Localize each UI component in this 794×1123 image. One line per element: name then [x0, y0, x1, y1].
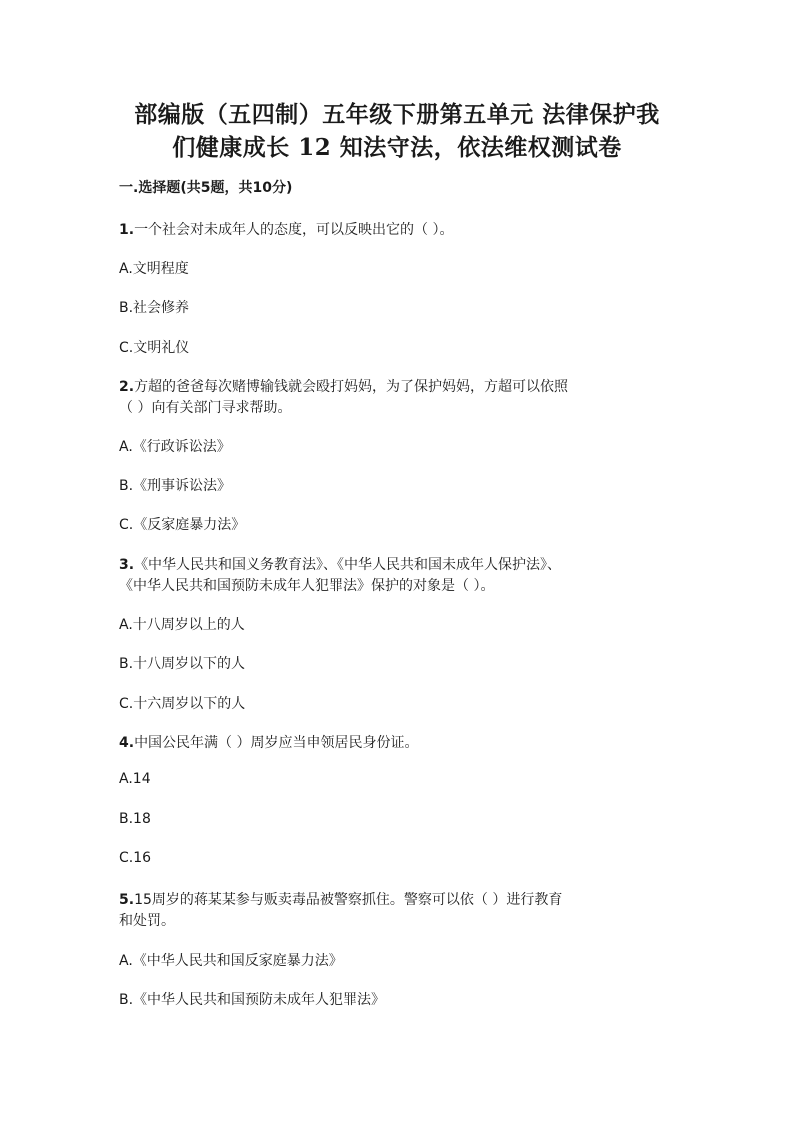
question-2-option-a: A.《行政诉讼法》 — [119, 439, 231, 455]
question-5-text-line-2: 和处罚。 — [119, 913, 175, 929]
question-text: 方超的爸爸每次赌博输钱就会殴打妈妈，为了保护妈妈，方超可以依照 — [134, 379, 569, 395]
question-3-option-c: C.十六周岁以下的人 — [119, 696, 246, 712]
question-2-option-b: B.《刑事诉讼法》 — [119, 478, 232, 494]
question-text: 一个社会对未成年人的态度，可以反映出它的（ ）。 — [134, 222, 454, 238]
question-2-text-line-2: （ ）向有关部门寻求帮助。 — [119, 400, 292, 416]
question-5-option-a: A.《中华人民共和国反家庭暴力法》 — [119, 953, 343, 969]
exam-title-line-2: 们健康成长 12 知法守法，依法维权测试卷 — [172, 134, 622, 161]
question-number: 4. — [119, 735, 135, 751]
question-text: 《中华人民共和国义务教育法》、《中华人民共和国未成年人保护法》、 — [134, 557, 562, 573]
question-number: 2. — [119, 379, 135, 395]
question-2-option-c: C.《反家庭暴力法》 — [119, 517, 246, 533]
question-3-option-a: A.十八周岁以上的人 — [119, 617, 245, 633]
section-heading: 一.选择题(共5题，共10分) — [119, 180, 293, 196]
question-4-option-a: A.14 — [119, 771, 151, 787]
question-2 — [119, 376, 568, 396]
question-1-option-b: B.社会修养 — [119, 300, 190, 316]
question-text: 15周岁的蒋某某参与贩卖毒品被警察抓住。警察可以依（ ）进行教育 — [134, 892, 563, 908]
question-3-text-line-2: 《中华人民共和国预防未成年人犯罪法》保护的对象是（ ）。 — [119, 578, 495, 594]
question-1-option-c: C.文明礼仪 — [119, 340, 190, 356]
question-5-option-b: B.《中华人民共和国预防未成年人犯罪法》 — [119, 992, 386, 1008]
question-3-option-b: B.十八周岁以下的人 — [119, 656, 246, 672]
question-1 — [119, 219, 454, 239]
question-text: 中国公民年满（ ）周岁应当申领居民身份证。 — [134, 735, 419, 751]
question-3 — [119, 554, 561, 574]
question-5 — [119, 889, 562, 909]
exam-title-line-1: 部编版（五四制）五年级下册第五单元 法律保护我 — [134, 101, 660, 128]
question-number: 3. — [119, 557, 135, 573]
question-4 — [119, 732, 419, 752]
question-1-option-a: A.文明程度 — [119, 261, 189, 277]
question-number: 5. — [119, 892, 135, 908]
question-4-option-c: C.16 — [119, 850, 152, 866]
question-number: 1. — [119, 222, 135, 238]
question-4-option-b: B.18 — [119, 811, 151, 827]
